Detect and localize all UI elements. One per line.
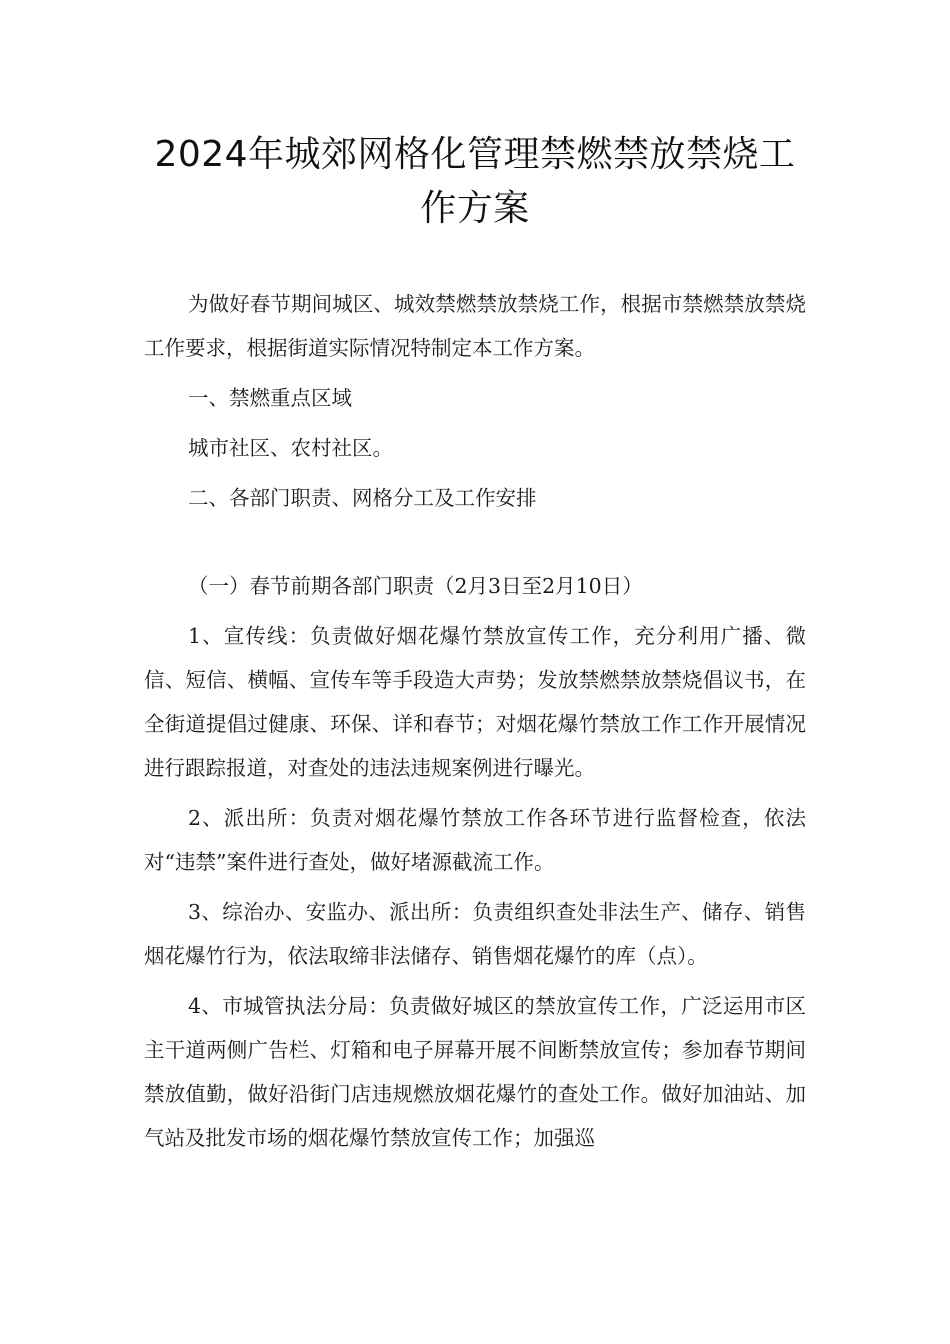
duty-item-3: 3、综治办、安监办、派出所：负责组织查处非法生产、储存、销售烟花爆竹行为，依法取缔非法储存、销售烟花爆竹的库（点）。 (144, 900, 806, 968)
title-line-2: 作方案 (420, 188, 530, 229)
section-heading-2: 二、各部门职责、网格分工及工作安排 (188, 486, 537, 510)
document-title (130, 128, 820, 236)
section-1-content: 城市社区、农村社区。 (188, 436, 393, 460)
subsection-heading-1: （一）春节前期各部门职责（2月3日至2月10日） (188, 574, 643, 598)
intro-paragraph: 为做好春节期间城区、城效禁燃禁放禁烧工作，根据市禁燃禁放禁烧工作要求，根据街道实际情况特制定本工作方案。 (144, 292, 806, 360)
duty-item-2: 2、派出所：负责对烟花爆竹禁放工作各环节进行监督检查，依法对“违禁”案件进行查处，做好堵源截流工作。 (144, 806, 806, 874)
title-line-1: 2024年城郊网格化管理禁燃禁放禁烧工 (154, 134, 796, 175)
duty-item-1: 1、宣传线：负责做好烟花爆竹禁放宣传工作，充分利用广播、微信、短信、横幅、宣传车等手段造大声势；发放禁燃禁放禁烧倡议书，在全街道提倡过健康、环保、详和春节；对烟花爆竹禁放工作工作开展情况进行跟踪报道，对查处的违法违规案例进行曝光。 (144, 624, 806, 780)
section-heading-1: 一、禁燃重点区域 (188, 386, 352, 410)
document-body (144, 282, 806, 1166)
duty-item-4: 4、市城管执法分局：负责做好城区的禁放宣传工作，广泛运用市区主干道两侧广告栏、灯箱和电子屏幕开展不间断禁放宣传；参加春节期间禁放值勤，做好沿街门店违规燃放烟花爆竹的查处工作。做好加油站、加气站及批发市场的烟花爆竹禁放宣传工作；加强巡 (144, 994, 806, 1150)
